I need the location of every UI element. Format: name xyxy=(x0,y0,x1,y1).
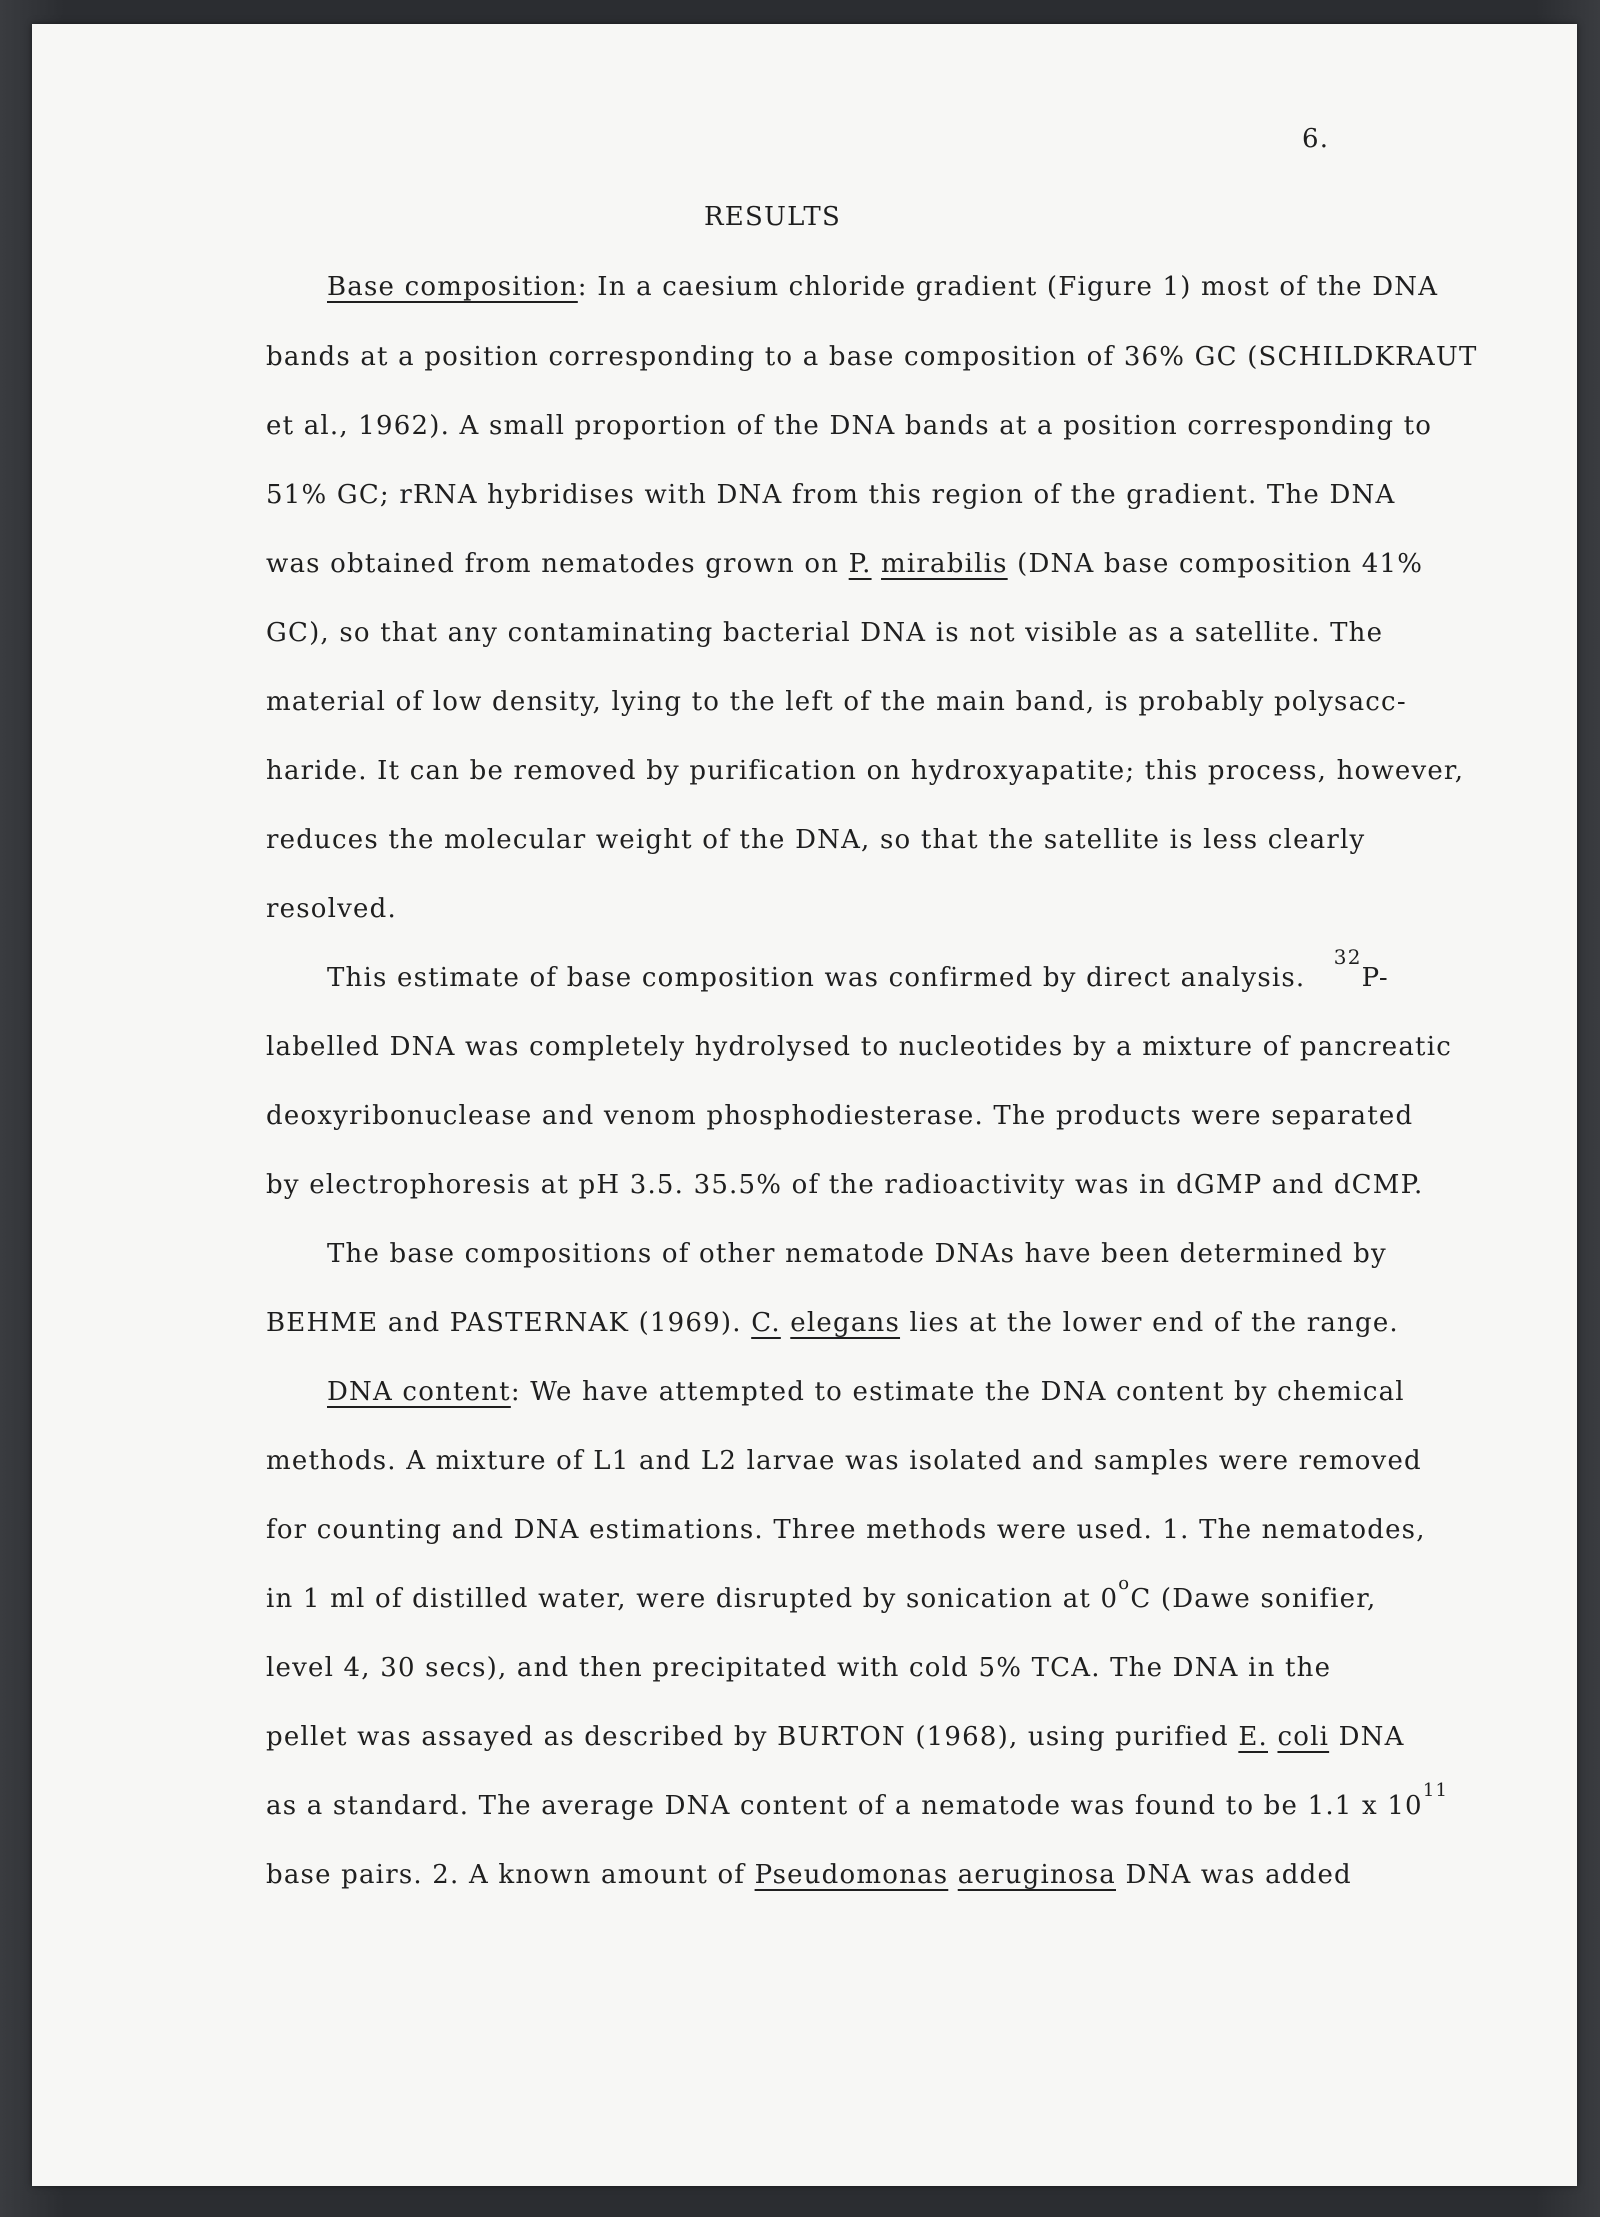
line-text: base pairs. 2. A known amount of xyxy=(266,1860,755,1890)
line-text: C (Dawe sonifier, xyxy=(1130,1584,1377,1614)
paragraph-line: material of low density, lying to the left of the main band, is probably polysacc- xyxy=(266,687,1407,717)
line-text: in 1 ml of distilled water, were disrupted by sonication at 0 xyxy=(266,1584,1119,1614)
paragraph-line: deoxyribonuclease and venom phosphodiesterase. The products were separated xyxy=(266,1101,1414,1131)
paragraph-line: by electrophoresis at pH 3.5. 35.5% of the radioactivity was in dGMP and dCMP. xyxy=(266,1170,1424,1200)
species-epithet: coli xyxy=(1277,1722,1330,1752)
paragraph-line: for counting and DNA estimations. Three methods were used. 1. The nematodes, xyxy=(266,1515,1426,1545)
line-text: This estimate of base composition was confirmed by direct analysis. xyxy=(327,963,1306,993)
paragraph-line: The base compositions of other nematode DNAs have been determined by xyxy=(327,1239,1387,1269)
paragraph-line xyxy=(266,1860,1352,1890)
species-genus: C. xyxy=(751,1308,781,1338)
paragraph-line: reduces the molecular weight of the DNA, so that the satellite is less clearly xyxy=(266,825,1366,855)
species-epithet: mirabilis xyxy=(881,549,1008,579)
line-text: P- xyxy=(1361,963,1389,993)
paragraph-line: GC), so that any contaminating bacterial DNA is not visible as a satellite. The xyxy=(266,618,1384,648)
line-text: was obtained from nematodes grown on xyxy=(266,549,849,579)
paragraph-line xyxy=(266,1780,1449,1821)
paragraph-line: bands at a position corresponding to a base composition of 36% GC (SCHILDKRAUT xyxy=(266,342,1478,372)
superscript: 32 xyxy=(1333,945,1362,969)
species-genus: E. xyxy=(1238,1722,1268,1752)
paragraph-line: resolved. xyxy=(266,894,397,924)
superscript: o xyxy=(1118,1573,1131,1594)
page-number: 6. xyxy=(1302,124,1330,154)
paragraph-line xyxy=(327,272,1438,302)
line-text: (DNA base composition 41% xyxy=(1007,549,1424,579)
paragraph-line xyxy=(266,1722,1405,1752)
line-text: pellet was assayed as described by BURTON (1968), using purified xyxy=(266,1722,1239,1752)
document-page xyxy=(32,24,1577,2186)
paragraph-line xyxy=(266,1308,1399,1338)
paragraph-line xyxy=(266,1573,1377,1614)
paragraph-line: methods. A mixture of L1 and L2 larvae was isolated and samples were removed xyxy=(266,1446,1422,1476)
paragraph-line: et al., 1962). A small proportion of the DNA bands at a position corresponding to xyxy=(266,411,1433,441)
paragraph-line: labelled DNA was completely hydrolysed to nucleotides by a mixture of pancreatic xyxy=(266,1032,1452,1062)
species-genus: P. xyxy=(848,549,872,579)
paragraph-line xyxy=(327,1377,1405,1407)
subheading-dna-content: DNA content xyxy=(327,1377,511,1407)
line-text: DNA xyxy=(1329,1722,1405,1752)
line-text: : In a caesium chloride gradient (Figure 1) most of the DNA xyxy=(577,272,1439,302)
line-text: DNA was added xyxy=(1116,1860,1352,1890)
species-genus: Pseudomonas xyxy=(754,1860,949,1890)
line-text: BEHME and PASTERNAK (1969). xyxy=(266,1308,752,1338)
line-text: as a standard. The average DNA content of a nematode was found to be 1.1 x 10 xyxy=(266,1791,1423,1821)
superscript: 11 xyxy=(1422,1780,1449,1801)
paragraph-line: level 4, 30 secs), and then precipitated with cold 5% TCA. The DNA in the xyxy=(266,1653,1332,1683)
species-epithet: aeruginosa xyxy=(957,1860,1116,1890)
paragraph-line xyxy=(327,945,1389,993)
section-heading: RESULTS xyxy=(704,202,841,232)
line-text: : We have attempted to estimate the DNA content by chemical xyxy=(510,1377,1405,1407)
species-epithet: elegans xyxy=(790,1308,901,1338)
paragraph-line: haride. It can be removed by purification on hydroxyapatite; this process, however, xyxy=(266,756,1465,786)
subheading-base-composition: Base composition xyxy=(327,272,578,302)
paragraph-line xyxy=(266,549,1423,579)
paragraph-line: 51% GC; rRNA hybridises with DNA from this region of the gradient. The DNA xyxy=(266,480,1396,510)
line-text: lies at the lower end of the range. xyxy=(900,1308,1399,1338)
